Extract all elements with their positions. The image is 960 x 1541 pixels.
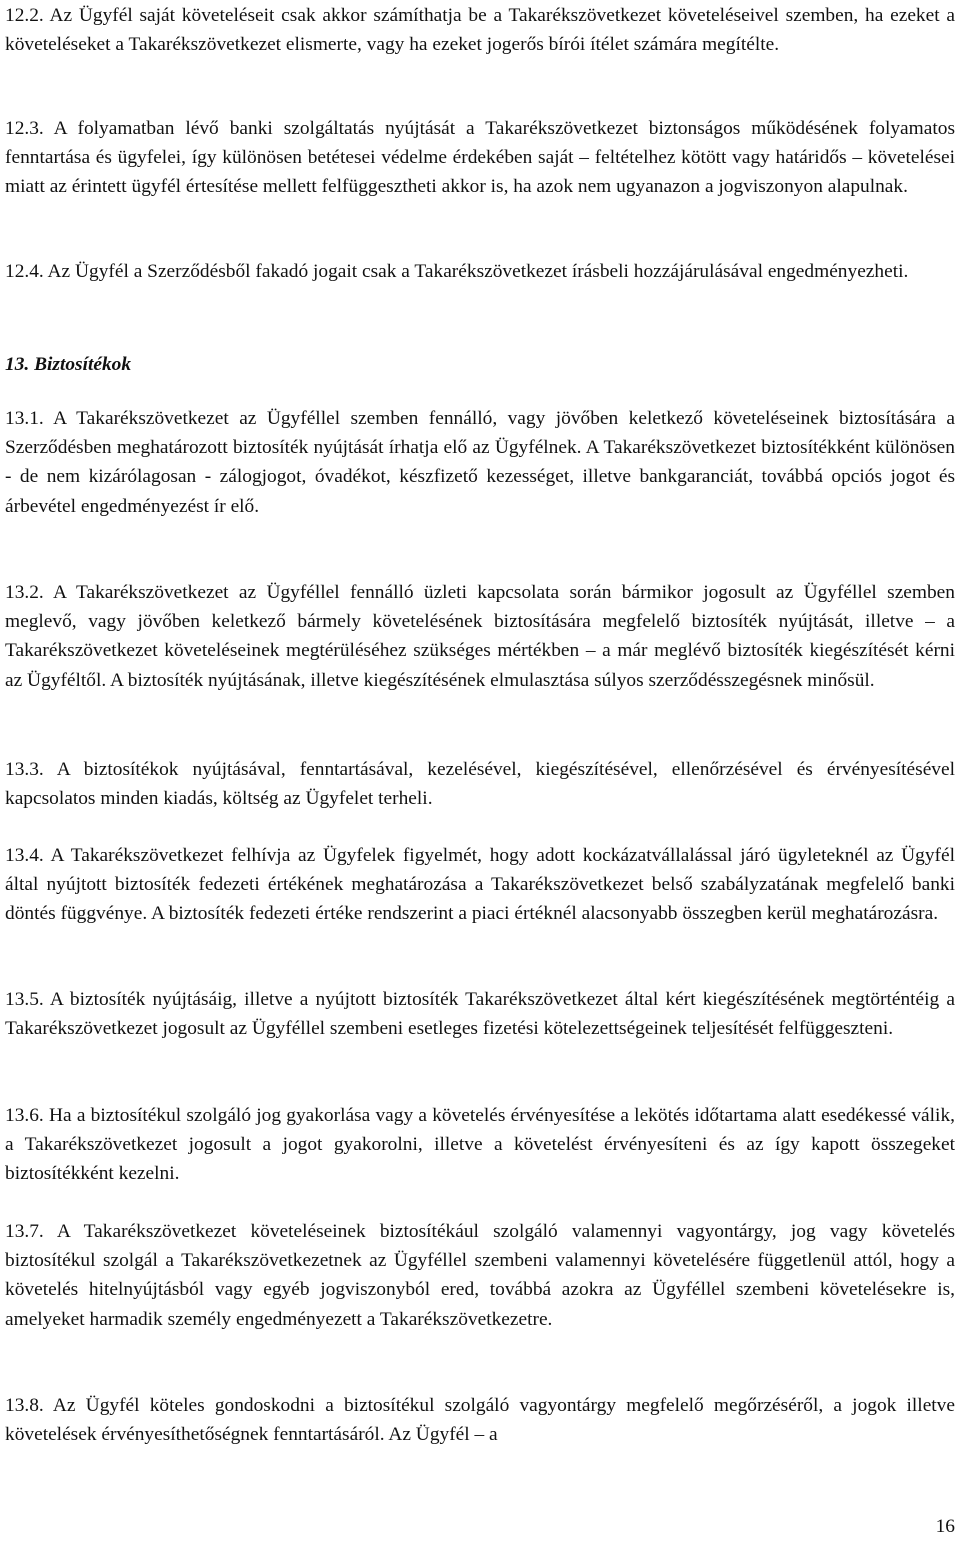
- paragraph-12-4: 12.4. Az Ügyfél a Szerződésből fakadó jogait csak a Takarékszövetkezet írásbeli hozzájárulásával engedményezheti.: [5, 261, 909, 282]
- page-number: 16: [935, 1516, 955, 1537]
- paragraph-13-5: 13.5. A biztosíték nyújtásáig, illetve a nyújtott biztosíték Takarékszövetkezet által kért kiegészítésének megtörténtéig a Takarékszövetkezet jogosult az Ügyféllel szembeni esetleges fizetési kötelezettségeinek teljesítését felfüggeszteni.: [5, 989, 955, 1040]
- section-heading-13: 13. Biztosítékok: [5, 354, 132, 375]
- paragraph-13-6: 13.6. Ha a biztosítékul szolgáló jog gyakorlása vagy a követelés érvényesítése a lekötés időtartama alatt esedékessé válik, a Takarékszövetkezet jogosult a jogot gyakorolni, illetve a követelést érvényesíteni és az így kapott összegeket biztosítékként kezelni.: [5, 1105, 955, 1185]
- paragraph-13-2: 13.2. A Takarékszövetkezet az Ügyféllel fennálló üzleti kapcsolata során bármikor jogosult az Ügyféllel szemben meglevő, vagy jövőben keletkező bármely követelésének biztosítására megfelelő biztosíték nyújtását, illetve – a Takarékszövetkezet követeléseinek megtérüléséhez szükséges mértékben – a már meglévő biztosíték kiegészítését kérni az Ügyféltől. A biztosíték nyújtásának, illetve kiegészítésének elmulasztása súlyos szerződésszegésnek minősül.: [5, 582, 955, 691]
- paragraph-12-3: 12.3. A folyamatban lévő banki szolgáltatás nyújtását a Takarékszövetkezet biztonságos működésének folyamatos fenntartása és ügyfelei, így különösen betétesei védelme érdekében saját – feltételhez kötött vagy határidős – követelései miatt az érintett ügyfél értesítése mellett felfüggesztheti akkor is, ha azok nem ugyanazon a jogviszonyon alapulnak.: [5, 118, 955, 198]
- paragraph-13-7: 13.7. A Takarékszövetkezet követeléseinek biztosítékául szolgáló valamennyi vagyontárgy, jog vagy követelés biztosítékul szolgál a Takarékszövetkezetnek az Ügyféllel szembeni valamennyi követelésére függetlenül attól, hogy a követelés hitelnyújtásból vagy egyéb jogviszonyból ered, továbbá azokra az Ügyféllel szembeni követelésekre is, amelyeket harmadik személy engedményezett a Takarékszövetkezetre.: [5, 1221, 955, 1330]
- paragraph-13-8: 13.8. Az Ügyfél köteles gondoskodni a biztosítékul szolgáló vagyontárgy megfelelő megőrzéséről, a jogok illetve követelések érvényesíthetőségnek fenntartásáról. Az Ügyfél – a: [5, 1395, 955, 1446]
- paragraph-13-1: 13.1. A Takarékszövetkezet az Ügyféllel szemben fennálló, vagy jövőben keletkező követeléseinek biztosítására a Szerződésben meghatározott biztosíték nyújtását írhatja elő az Ügyfélnek. A Takarékszövetkezet biztosítékként különösen - de nem kizárólagosan - zálogjogot, óvadékot, készfizető kezességet, illetve bankgaranciát, továbbá opciós jogot és árbevétel engedményezést ír elő.: [5, 408, 955, 517]
- paragraph-13-4: 13.4. A Takarékszövetkezet felhívja az Ügyfelek figyelmét, hogy adott kockázatvállalással járó ügyleteknél az Ügyfél által nyújtott biztosíték fedezeti értékének meghatározása a Takarékszövetkezet belső szabályzatának megfelelő banki döntés függvénye. A biztosíték fedezeti értéke rendszerint a piaci értéknél alacsonyabb összegben kerül meghatározásra.: [5, 845, 955, 925]
- paragraph-13-3: 13.3. A biztosítékok nyújtásával, fenntartásával, kezelésével, kiegészítésével, ellenőrzésével és érvényesítésével kapcsolatos minden kiadás, költség az Ügyfelet terheli.: [5, 759, 955, 810]
- paragraph-12-2: 12.2. Az Ügyfél saját követeléseit csak akkor számíthatja be a Takarékszövetkezet követeléseivel szemben, ha ezeket a követeléseket a Takarékszövetkezet elismerte, vagy ha ezeket jogerős bírói ítélet számára megítélte.: [5, 5, 955, 56]
